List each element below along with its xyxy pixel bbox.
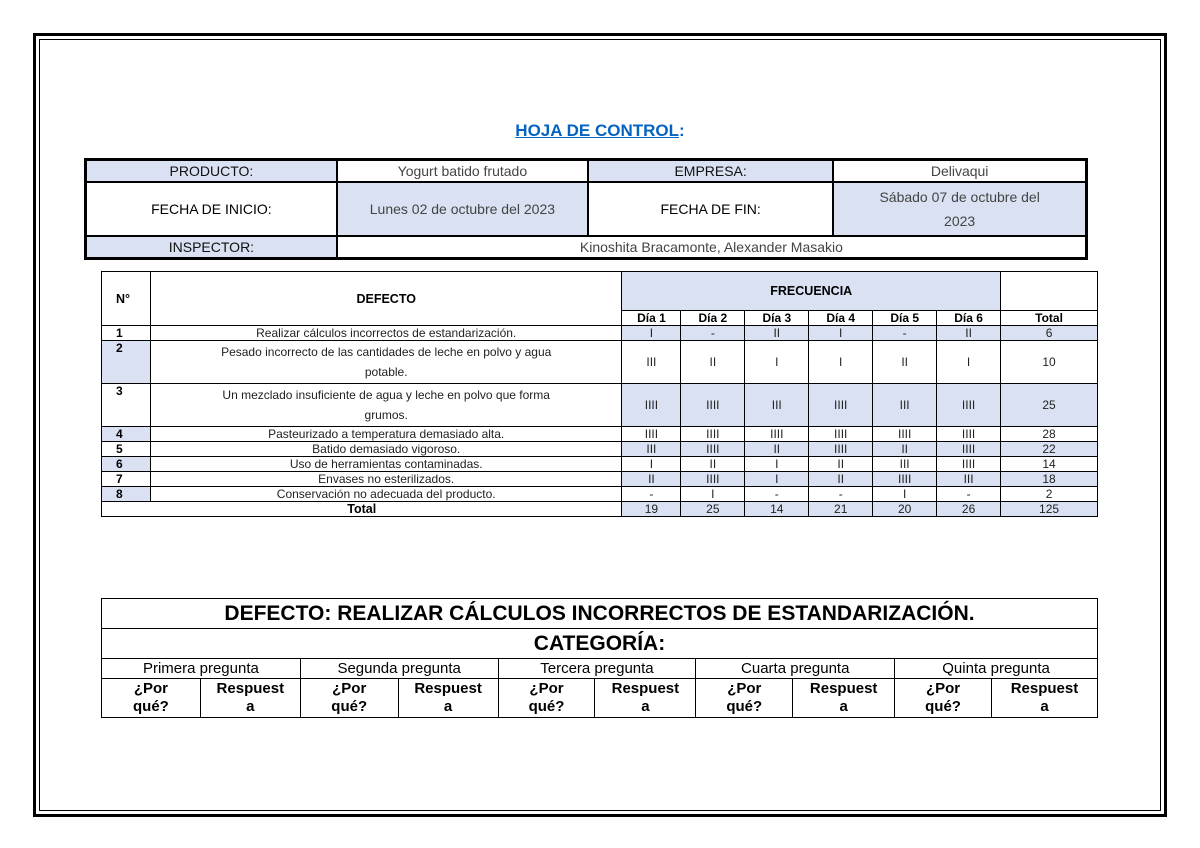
- tally-cell: IIII: [681, 384, 745, 427]
- day-header: Día 5: [873, 311, 937, 326]
- day-total: 14: [745, 502, 809, 517]
- col-defecto-header: DEFECTO: [150, 272, 621, 326]
- tally-cell: II: [937, 326, 1001, 341]
- por-que-cell: [300, 679, 398, 718]
- tally-cell: IIII: [937, 442, 1001, 457]
- defect-description-line: potable.: [364, 365, 408, 379]
- col-total-spacer: [1001, 272, 1098, 311]
- tally-cell: -: [809, 487, 873, 502]
- row-number: 3: [102, 384, 151, 427]
- tally-cell: IIII: [809, 384, 873, 427]
- por-que-cell: [696, 679, 793, 718]
- tally-cell: IIII: [873, 427, 937, 442]
- defect-description-line: Conservación no adecuada del producto.: [276, 487, 496, 501]
- por-que-cell: [102, 679, 201, 718]
- grand-total: 125: [1001, 502, 1098, 517]
- tally-cell: I: [873, 487, 937, 502]
- tally-cell: II: [873, 341, 937, 384]
- respuesta-cell: [398, 679, 498, 718]
- tally-cell: II: [809, 457, 873, 472]
- respuesta-line: a: [839, 698, 848, 715]
- table-row: [102, 326, 1098, 341]
- row-number: 2: [102, 341, 151, 384]
- producto-value: Yogurt batido frutado: [337, 160, 588, 183]
- inspector-value: Kinoshita Bracamonte, Alexander Masakio: [337, 236, 1087, 259]
- day-total: 21: [809, 502, 873, 517]
- respuesta-line: a: [443, 698, 453, 715]
- respuesta-line: Respuest: [414, 680, 482, 697]
- por-que-cell: [895, 679, 992, 718]
- respuesta-line: a: [1040, 698, 1049, 715]
- por-que-line: qué?: [133, 698, 169, 715]
- table-row: [102, 487, 1098, 502]
- defect-description-line: Pasteurizado a temperatura demasiado alta.: [268, 427, 505, 441]
- row-total: 22: [1001, 442, 1098, 457]
- tally-cell: III: [873, 457, 937, 472]
- tally-cell: II: [745, 442, 809, 457]
- page-title: [0, 121, 1200, 141]
- tally-cell: III: [873, 384, 937, 427]
- fecha-fin-label: FECHA DE FIN:: [588, 182, 833, 236]
- respuesta-cell: [991, 679, 1097, 718]
- respuesta-line: a: [246, 698, 255, 715]
- row-total: 6: [1001, 326, 1098, 341]
- por-que-cell: [498, 679, 595, 718]
- question-header: Tercera pregunta: [498, 659, 696, 679]
- tally-cell: II: [681, 341, 745, 384]
- fecha-fin-value: [833, 182, 1086, 236]
- defect-rows: [102, 326, 1098, 502]
- col-total-header: Total: [1001, 311, 1098, 326]
- respuesta-cell: [200, 679, 300, 718]
- respuesta-cell: [793, 679, 895, 718]
- por-que-line: qué?: [331, 698, 368, 715]
- tally-cell: III: [937, 472, 1001, 487]
- day-total: 25: [681, 502, 745, 517]
- row-total: 14: [1001, 457, 1098, 472]
- por-que-line: qué?: [925, 698, 961, 715]
- tally-cell: IIII: [809, 442, 873, 457]
- defect-description-line: Realizar cálculos incorrectos de estandarización.: [256, 326, 517, 340]
- defects-table: [101, 271, 1098, 517]
- day-header: Día 3: [745, 311, 809, 326]
- respuesta-line: Respuest: [809, 680, 878, 697]
- tally-cell: IIII: [681, 427, 745, 442]
- tally-cell: IIII: [937, 457, 1001, 472]
- fecha-fin-line2: 2023: [944, 213, 976, 229]
- table-row: [102, 472, 1098, 487]
- day-header: Día 4: [809, 311, 873, 326]
- tally-cell: I: [745, 457, 809, 472]
- defect-description: [150, 472, 621, 487]
- respuesta-cell: [595, 679, 696, 718]
- tally-cell: II: [622, 472, 681, 487]
- respuesta-line: Respuest: [1010, 680, 1079, 697]
- tally-cell: IIII: [622, 384, 681, 427]
- day-total: 26: [937, 502, 1001, 517]
- defect-description-line: Pesado incorrecto de las cantidades de leche en polvo y agua: [221, 345, 552, 359]
- col-frecuencia-header: FRECUENCIA: [622, 272, 1001, 311]
- tally-cell: -: [681, 326, 745, 341]
- row-number: 4: [102, 427, 151, 442]
- tally-cell: -: [873, 326, 937, 341]
- por-que-line: ¿Por: [529, 680, 564, 697]
- tally-cell: IIII: [745, 427, 809, 442]
- tally-cell: IIII: [937, 427, 1001, 442]
- day-header: Día 6: [937, 311, 1001, 326]
- table-row: [102, 427, 1098, 442]
- row-total: 25: [1001, 384, 1098, 427]
- tally-cell: IIII: [681, 442, 745, 457]
- tally-cell: I: [937, 341, 1001, 384]
- fecha-fin-line1: Sábado 07 de octubre del: [879, 189, 1040, 205]
- row-total: 18: [1001, 472, 1098, 487]
- defect-description-line: Un mezclado insuficiente de agua y leche en polvo que forma: [222, 388, 550, 402]
- defect-description-line: grumos.: [364, 408, 408, 422]
- tally-cell: I: [622, 457, 681, 472]
- empresa-label: EMPRESA:: [588, 160, 833, 183]
- tally-cell: III: [622, 341, 681, 384]
- por-que-line: ¿Por: [925, 680, 961, 697]
- tally-cell: I: [622, 326, 681, 341]
- title-link[interactable]: HOJA DE CONTROL: [515, 121, 680, 140]
- day-header: Día 1: [622, 311, 681, 326]
- defect-description-line: Batido demasiado vigoroso.: [312, 442, 461, 456]
- question-header: Cuarta pregunta: [696, 659, 895, 679]
- table-row: [102, 341, 1098, 384]
- tally-cell: III: [745, 384, 809, 427]
- tally-cell: IIII: [681, 472, 745, 487]
- tally-cell: -: [937, 487, 1001, 502]
- row-number: 7: [102, 472, 151, 487]
- tally-cell: -: [745, 487, 809, 502]
- row-total: 28: [1001, 427, 1098, 442]
- defect-description: [150, 487, 621, 502]
- producto-label: PRODUCTO:: [86, 160, 337, 183]
- por-que-line: qué?: [726, 698, 763, 715]
- tally-cell: II: [745, 326, 809, 341]
- total-label: Total: [102, 502, 622, 517]
- inspector-label: INSPECTOR:: [86, 236, 337, 259]
- defect-description: [150, 457, 621, 472]
- por-que-line: ¿Por: [332, 680, 367, 697]
- question-header: Primera pregunta: [102, 659, 301, 679]
- category-table: [101, 598, 1098, 718]
- respuesta-line: Respuest: [611, 680, 680, 697]
- row-number: 1: [102, 326, 151, 341]
- info-table: [84, 158, 1088, 260]
- row-total: 10: [1001, 341, 1098, 384]
- tally-cell: II: [809, 472, 873, 487]
- empresa-value: Delivaqui: [833, 160, 1086, 183]
- fecha-inicio-value: Lunes 02 de octubre del 2023: [337, 182, 588, 236]
- defect-description: [150, 384, 621, 427]
- defect-title: DEFECTO: REALIZAR CÁLCULOS INCORRECTOS DE ESTANDARIZACIÓN.: [102, 599, 1098, 629]
- tally-cell: I: [809, 341, 873, 384]
- day-total: 19: [622, 502, 681, 517]
- tally-cell: II: [873, 442, 937, 457]
- col-no-header: N°: [102, 272, 151, 326]
- question-header: Segunda pregunta: [300, 659, 498, 679]
- why-answer-row: [102, 679, 1098, 718]
- tally-cell: IIII: [873, 472, 937, 487]
- respuesta-line: a: [641, 698, 650, 715]
- row-number: 5: [102, 442, 151, 457]
- table-row: [102, 442, 1098, 457]
- tally-cell: II: [681, 457, 745, 472]
- defect-description: [150, 442, 621, 457]
- respuesta-line: Respuest: [216, 680, 285, 697]
- tally-cell: IIII: [622, 427, 681, 442]
- day-header: Día 2: [681, 311, 745, 326]
- row-number: 8: [102, 487, 151, 502]
- category-label: CATEGORÍA:: [102, 629, 1098, 659]
- row-total: 2: [1001, 487, 1098, 502]
- tally-cell: -: [622, 487, 681, 502]
- tally-cell: I: [745, 341, 809, 384]
- por-que-line: ¿Por: [133, 680, 169, 697]
- defect-description-line: Envases no esterilizados.: [318, 472, 455, 486]
- day-total: 20: [873, 502, 937, 517]
- tally-cell: I: [809, 326, 873, 341]
- question-header: Quinta pregunta: [895, 659, 1098, 679]
- defect-description: [150, 341, 621, 384]
- table-row: [102, 384, 1098, 427]
- tally-cell: I: [681, 487, 745, 502]
- defect-description: [150, 326, 621, 341]
- por-que-line: qué?: [528, 698, 565, 715]
- title-suffix: :: [679, 121, 685, 140]
- fecha-inicio-label: FECHA DE INICIO:: [86, 182, 337, 236]
- tally-cell: III: [622, 442, 681, 457]
- tally-cell: IIII: [937, 384, 1001, 427]
- defect-description-line: Uso de herramientas contaminadas.: [289, 457, 483, 471]
- table-row: [102, 457, 1098, 472]
- tally-cell: I: [745, 472, 809, 487]
- por-que-line: ¿Por: [727, 680, 762, 697]
- defect-description: [150, 427, 621, 442]
- row-number: 6: [102, 457, 151, 472]
- tally-cell: IIII: [809, 427, 873, 442]
